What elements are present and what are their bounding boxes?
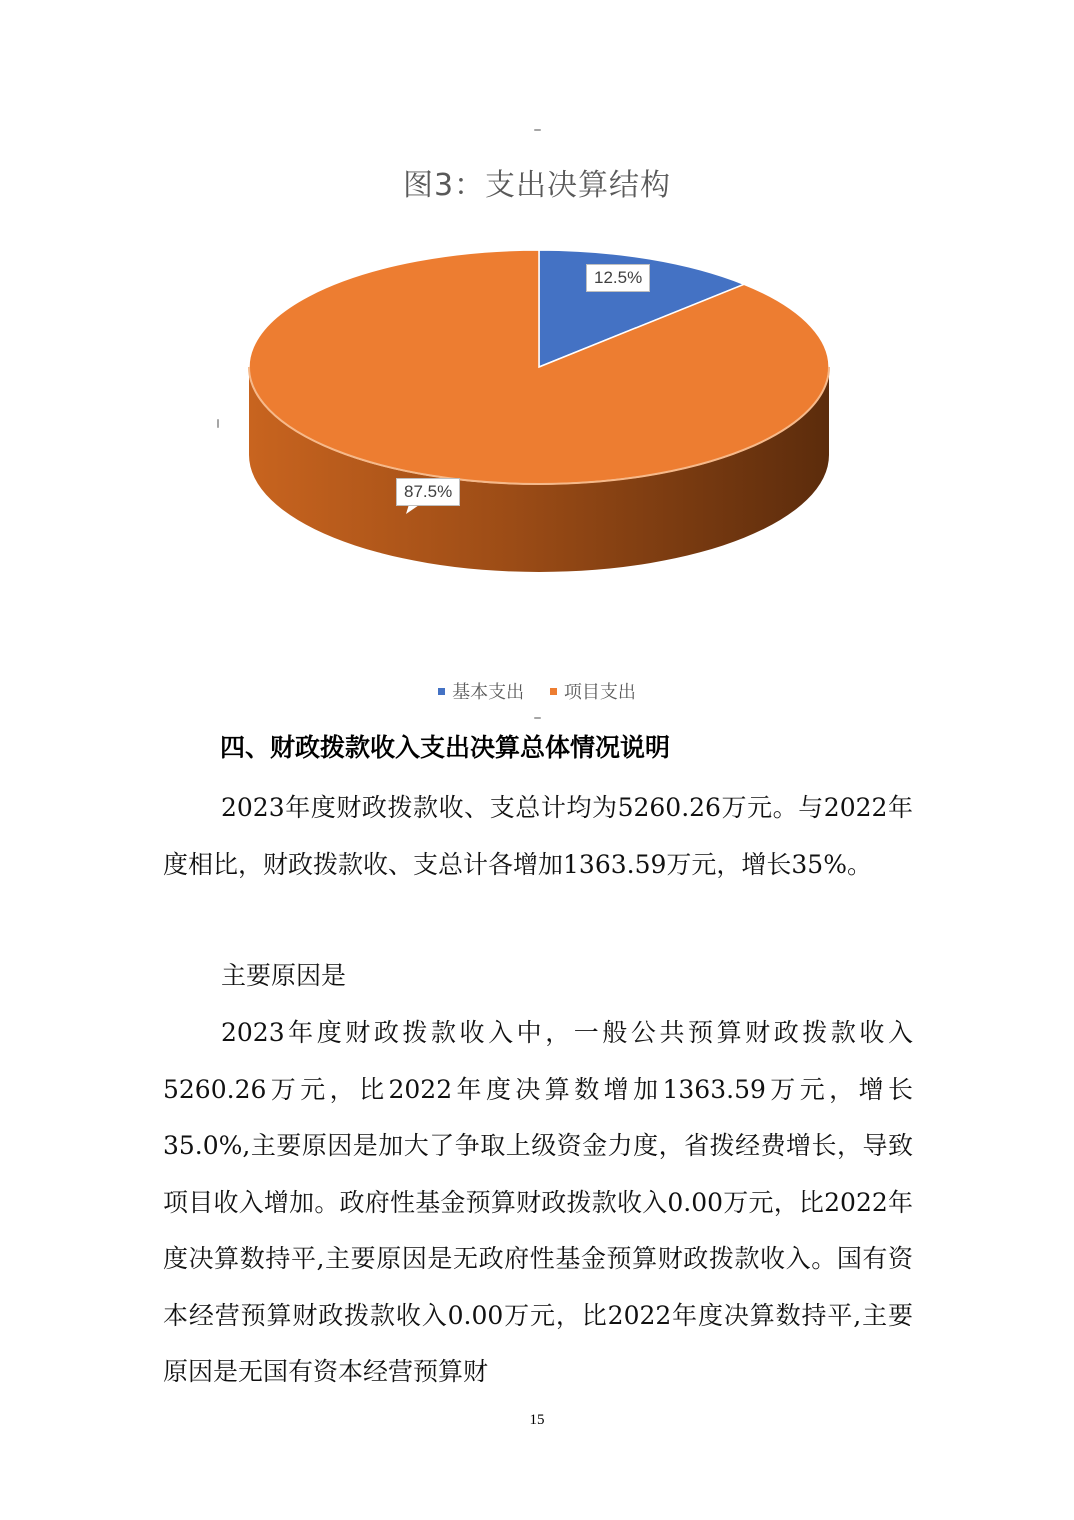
paragraph-summary: 2023年度财政拨款收、支总计均为5260.26万元。与2022年度相比，财政拨款收、支总计各增加1363.59万元，增长35%。 bbox=[163, 793, 913, 879]
legend-swatch-basic bbox=[438, 688, 445, 695]
pie-chart bbox=[210, 232, 850, 612]
paragraph-reason-intro: 主要原因是 bbox=[221, 961, 347, 990]
data-label-project: 87.5% bbox=[396, 478, 460, 506]
legend-item-basic bbox=[438, 678, 524, 704]
legend-label-project: 项目支出 bbox=[563, 682, 636, 703]
chart-frame-handle-top bbox=[534, 129, 541, 131]
data-label-basic: 12.5% bbox=[586, 264, 650, 292]
chart-title: 图3：支出决算结构 bbox=[402, 168, 672, 203]
paragraph-income-detail: 2023年度财政拨款收入中，一般公共预算财政拨款收入5260.26万元，比2022年度决算数增加1363.59万元，增长35.0%,主要原因是加大了争取上级资金力度，省拨经费增长，导致项目收入增加。政府性基金预算财政拨款收入0.00万元，比2022年度决算数持平,主要原因是无政府性基金预算财政拨款收入。国有资本经营预算财政拨款收入0.00万元，比2022年度决算数持平,主要原因是无国有资本经营预算财 bbox=[163, 1018, 913, 1386]
page-number: 15 bbox=[529, 1412, 545, 1428]
pie-slice-project bbox=[249, 250, 829, 484]
section-heading: 四、财政拨款收入支出决算总体情况说明 bbox=[220, 733, 671, 762]
chart-frame-handle-bottom bbox=[534, 717, 541, 719]
legend-item-project bbox=[550, 678, 636, 704]
legend-label-basic: 基本支出 bbox=[452, 682, 525, 703]
chart-legend bbox=[0, 678, 1074, 704]
legend-swatch-project bbox=[550, 688, 557, 695]
